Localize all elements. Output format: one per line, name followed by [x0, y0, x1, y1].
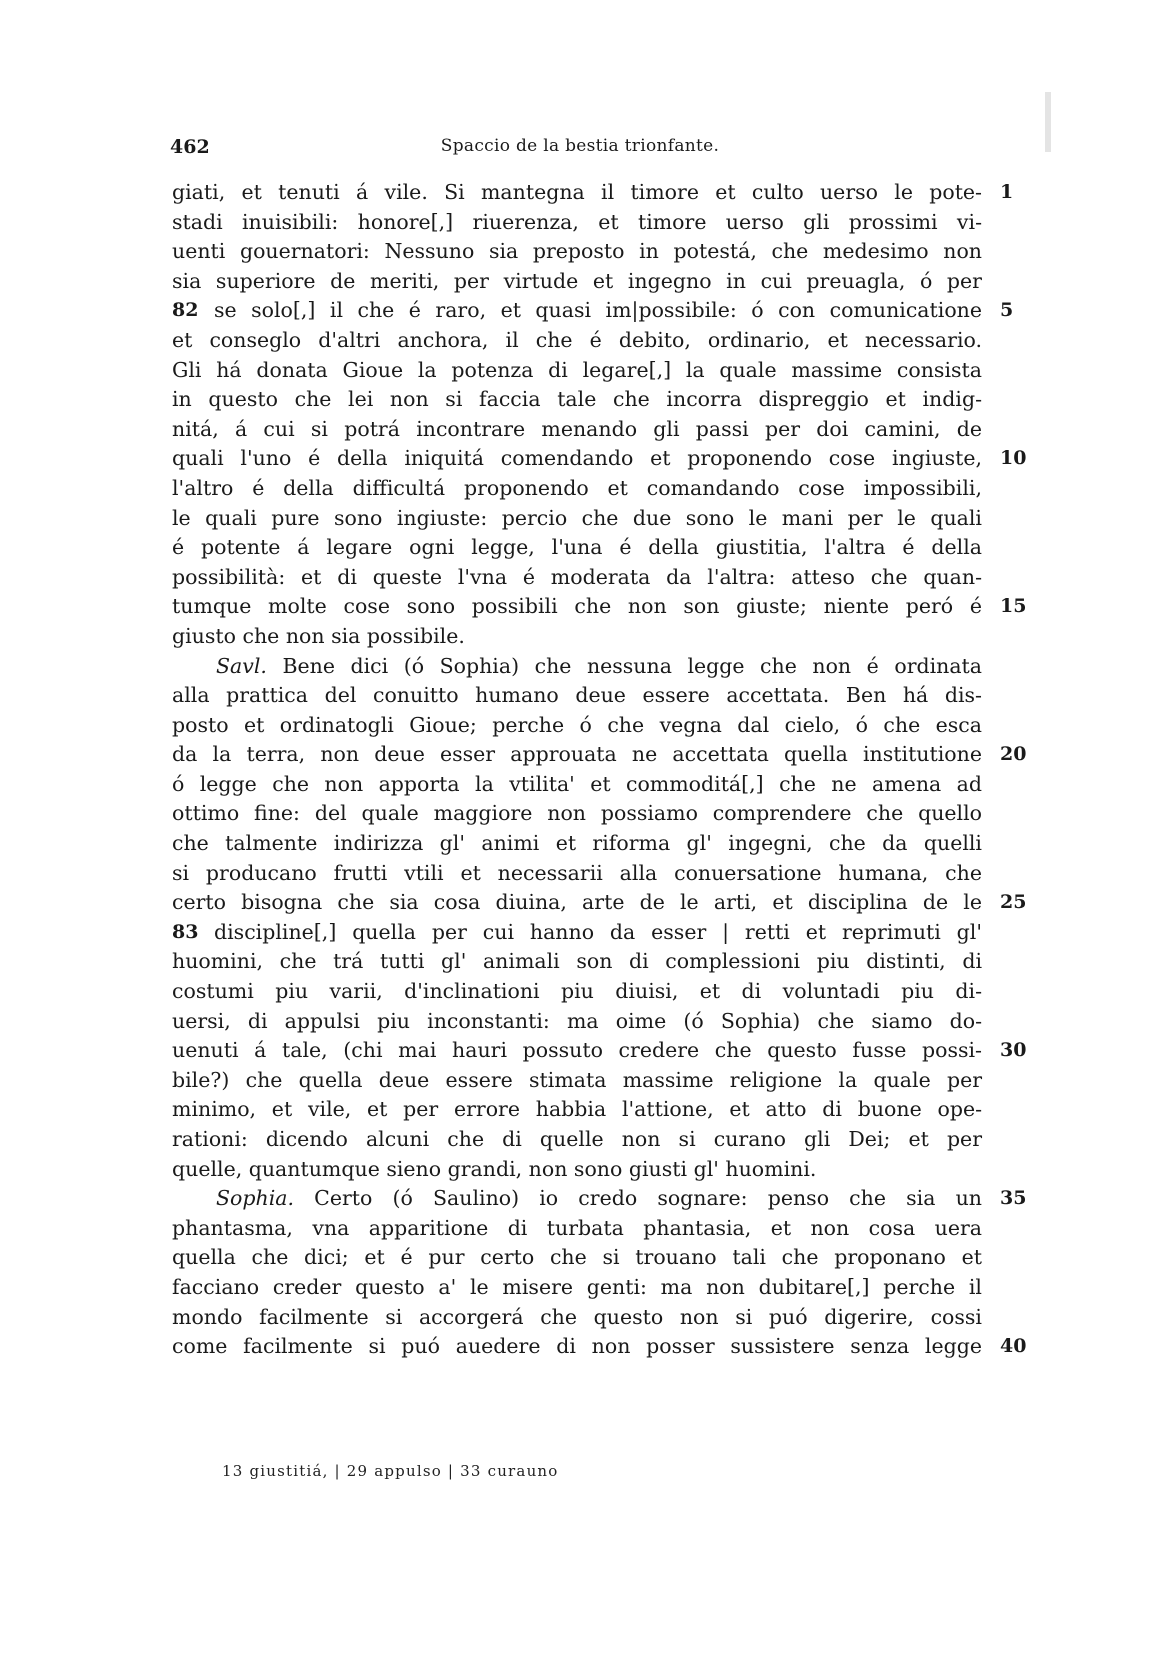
- text-line: [172, 1273, 982, 1303]
- text-line: [172, 474, 982, 504]
- text-line: [172, 415, 982, 445]
- line-text: stadi inuisibili: honore[,] riuerenza, et timore uerso gli prossimi vi-: [172, 209, 982, 234]
- line-text: quella che dici; et é pur certo che si trouano tali che proponano et: [172, 1245, 982, 1270]
- line-text: alla prattica del conuitto humano deue essere accettata. Ben há dis-: [172, 683, 982, 708]
- line-text: mondo facilmente si accorgerá che questo non si puó digerire, cossi: [172, 1304, 982, 1329]
- text-line: [172, 622, 982, 652]
- line-text: disciplinе[,] quella per cui hanno da esser | retti et reprimuti gl': [214, 919, 982, 944]
- line-text: quali l'uno é della iniquitá comendando et proponendo cose ingiuste,: [172, 446, 982, 471]
- line-text: giusto che non sia possibile.: [172, 623, 465, 648]
- text-line: [172, 888, 1027, 918]
- line-text: minimo, et vile, et per errore habbia l'attione, et atto di buone ope-: [172, 1097, 982, 1122]
- text-line: [172, 267, 982, 297]
- line-text: sia superiore de meriti, per virtude et ingegno in cui preuagla, ó per: [172, 268, 982, 293]
- line-text: da la terra, non deue esser approuata ne accettata quella institutione: [172, 742, 982, 767]
- line-text: Certo (ó Saulino) io credo sognare: penso che sia un: [314, 1186, 982, 1211]
- text-line: [172, 237, 982, 267]
- body-text: [172, 178, 1027, 1362]
- line-text: se solo[,] il che é raro, et quasi im|possibile: ó con comunicatione: [214, 298, 982, 323]
- text-line: [172, 1184, 1027, 1214]
- running-title: Spaccio de la bestia trionfante.: [440, 136, 720, 156]
- text-line: [172, 563, 982, 593]
- line-number: 10: [1000, 447, 1027, 470]
- line-text: possibilità: et di queste l'vna é moderata da l'altra: atteso che quan-: [172, 564, 982, 589]
- text-line: [172, 740, 1027, 770]
- line-text: bile?) che quella deue essere stimata massime religione la quale per: [172, 1067, 982, 1092]
- text-line: [172, 444, 1027, 474]
- text-line: [172, 1303, 982, 1333]
- text-line: [172, 947, 982, 977]
- text-line: [172, 652, 982, 682]
- text-line: [172, 1036, 1027, 1066]
- text-line: [172, 711, 982, 741]
- text-line: [172, 326, 982, 356]
- text-line: [172, 1007, 982, 1037]
- line-text: facciano creder questo a' le misere genti: ma non dubitare[,] perche il: [172, 1274, 982, 1299]
- line-text: huomini, che trá tutti gl' animali son di complessioni piu distinti, di: [172, 949, 982, 974]
- line-text: nitá, á cui si potrá incontrare menando gli passi per doi camini, de: [172, 416, 982, 441]
- line-number: 40: [1000, 1335, 1027, 1358]
- line-text: che talmente indirizza gl' animi et riforma gl' ingegni, che da quelli: [172, 831, 982, 856]
- scan-artifact: [1045, 92, 1051, 152]
- line-text: uenuti á tale, (chi mai hauri possuto credere che questo fusse possi-: [172, 1038, 982, 1063]
- line-number: 30: [1000, 1039, 1027, 1062]
- text-line: [172, 1155, 982, 1185]
- line-text: posto et ordinatogli Gioue; perche ó che vegna dal cielo, ó che esca: [172, 712, 982, 737]
- text-line: [172, 770, 982, 800]
- text-line: [172, 178, 1014, 208]
- footnote: 13 giustitiá, | 29 appulso | 33 curauno: [222, 1462, 559, 1480]
- text-line: [172, 1095, 982, 1125]
- line-number: 5: [1000, 299, 1014, 322]
- text-line: [172, 356, 982, 386]
- line-text: si producano frutti vtili et necessarii alla conuersatione humana, che: [172, 860, 982, 885]
- line-text: costumi piu varii, d'inclinationi piu diuisi, et di voluntadi piu di-: [172, 979, 982, 1004]
- margin-page-ref: 82: [172, 299, 199, 322]
- text-line: [172, 1214, 982, 1244]
- text-line: [172, 1332, 1027, 1362]
- line-text: ottimo fine: del quale maggiore non possiamo comprendere che quello: [172, 801, 982, 826]
- line-text: ó legge che non apporta la vtilita' et commoditá[,] che ne amena ad: [172, 771, 982, 796]
- line-text: uenti gouernatori: Nessuno sia preposto in potestá, che medesimo non: [172, 239, 982, 264]
- text-line: [172, 296, 1014, 326]
- text-line: [172, 859, 982, 889]
- line-text: le quali pure sono ingiuste: percio che due sono le mani per le quali: [172, 505, 982, 530]
- text-line: [172, 829, 982, 859]
- line-text: et conseglo d'altri anchora, il che é debito, ordinario, et necessario.: [172, 327, 982, 352]
- text-line: [172, 385, 982, 415]
- text-line: [172, 799, 982, 829]
- text-line: [172, 504, 982, 534]
- line-text: giati, et tenuti á vile. Si mantegna il timore et culto uerso le pote-: [172, 180, 982, 204]
- line-text: certo bisogna che sia cosa diuina, arte de le arti, et disciplina de le: [172, 890, 982, 915]
- line-text: l'altro é della difficultá proponendo et comandando cose impossibili,: [172, 475, 982, 500]
- text-line: [172, 977, 982, 1007]
- text-line: [172, 1066, 982, 1096]
- text-line: [172, 592, 1027, 622]
- line-number: 25: [1000, 891, 1027, 914]
- text-line: [172, 681, 982, 711]
- speaker-name: Savl.: [216, 653, 283, 678]
- line-number: 35: [1000, 1187, 1027, 1210]
- text-line: [172, 918, 982, 948]
- line-number: 15: [1000, 595, 1027, 618]
- line-number: 20: [1000, 743, 1027, 766]
- page-number: 462: [170, 136, 210, 158]
- speaker-name: Sophia.: [216, 1186, 315, 1211]
- line-text: é potente á legare ogni legge, l'una é della giustitia, l'altra é della: [172, 535, 982, 560]
- line-text: Gli há donata Gioue la potenza di legare[,] la quale massime consista: [172, 357, 982, 382]
- line-text: tumque molte cose sono possibili che non son giuste; niente peró é: [172, 594, 982, 619]
- text-line: [172, 1243, 982, 1273]
- text-line: [172, 1125, 982, 1155]
- line-number: 1: [1000, 181, 1014, 203]
- text-line: [172, 208, 982, 238]
- margin-page-ref: 83: [172, 920, 199, 943]
- line-text: come facilmente si puó auedere di non posser sussistere senza legge: [172, 1334, 982, 1359]
- line-text: Bene dici (ó Sophia) che nessuna legge che non é ordinata: [282, 653, 982, 678]
- line-text: quelle, quantumque sieno grandi, non sono giusti gl' huomini.: [172, 1156, 817, 1181]
- line-text: rationi: dicendo alcuni che di quelle non si curano gli Dei; et per: [172, 1127, 982, 1151]
- page-header: [170, 136, 990, 166]
- line-text: phantasma, vna apparitione di turbata phantasia, et non cosa uera: [172, 1215, 982, 1240]
- line-text: uersi, di appulsi piu inconstanti: ma oime (ó Sophia) che siamo do-: [172, 1008, 982, 1033]
- text-line: [172, 533, 982, 563]
- line-text: in questo che lei non si faccia tale che incorra dispreggio et indig-: [172, 387, 982, 412]
